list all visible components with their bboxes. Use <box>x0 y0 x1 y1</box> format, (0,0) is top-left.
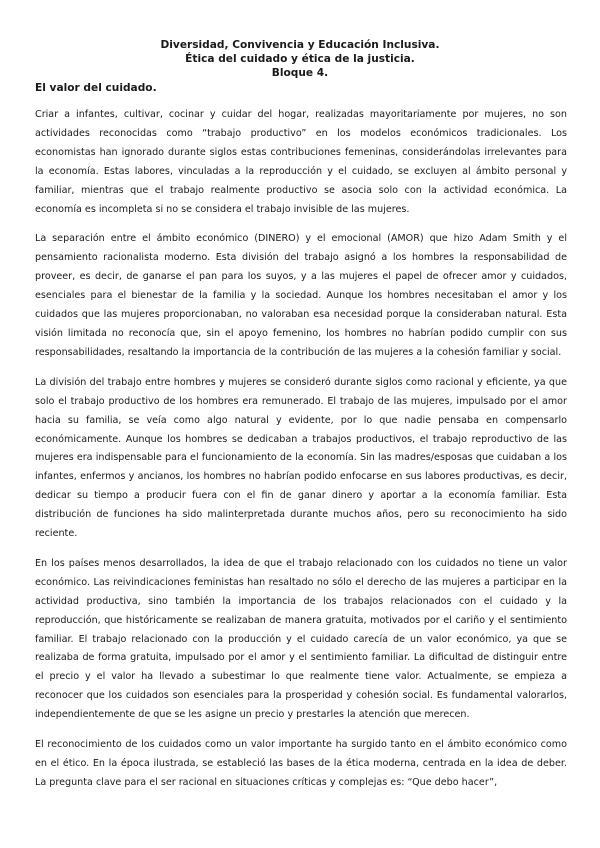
header-title: Diversidad, Convivencia y Educación Inclusiva. <box>160 39 440 51</box>
section-title: El valor del cuidado. <box>35 82 157 94</box>
paragraph: En los países menos desarrollados, la idea de que el trabajo relacionado con los cuidados no tiene un valor económico. Las reivindicaciones feministas han resaltado no sólo el derecho de las mujeres a participar en la actividad productiva, sino también la importancia de los trabajos relacionados con el cuidado y la reproducción, que históricamente se realizaban de manera gratuita, motivados por el cariño y el sentimiento familiar. El trabajo relacionado con la producción y el cuidado carecía de un valor económico, ya que se realizaba de forma gratuita, impulsado por el amor y el sentimiento familiar. La dificultad de distinguir entre el precio y el valor ha llevado a subestimar lo que realmente tiene valor. Actualmente, se empieza a reconocer que los cuidados son esenciales para la prosperidad y cohesión social. Es fundamental valorarlos, independientemente de que se les asigne un precio y prestarles la atención que merecen. <box>35 557 567 721</box>
paragraph: Criar a infantes, cultivar, cocinar y cuidar del hogar, realizadas mayoritariamente por mujeres, no son actividades reconocidas como “trabajo productivo” en los modelos económicos tradicionales. Los economistas han ignorado durante siglos estas contribuciones femeninas, considerándolas irrelevantes para la economía. Estas labores, vinculadas a la reproducción y el cuidado, se excluyen al ámbito personal y familiar, mientras que el trabajo realmente productivo se asocia solo con la actividad económica. La economía es incompleta si no se considera el trabajo invisible de las mujeres. <box>35 109 567 215</box>
paragraph: La división del trabajo entre hombres y mujeres se consideró durante siglos como racional y eficiente, ya que solo el trabajo productivo de los hombres era remunerado. El trabajo de las mujeres, impulsado por el amor hacia su familia, se veía como algo natural y evidente, por lo que nadie pensaba en compensarlo económicamente. Aunque los hombres se dedicaban a trabajos productivos, el trabajo reproductivo de las mujeres era indispensable para el funcionamiento de la economía. Sin las madres/esposas que cuidaban a los infantes, enfermos y ancianos, los hombres no habrían podido enfocarse en sus labores productivas, es decir, dedicar su tiempo a producir fuera con el fin de ganar dinero y aportar a la economía familiar. Esta distribución de funciones ha sido malinterpretada durante muchos años, pero su reconocimiento ha sido reciente. <box>35 376 567 540</box>
header-block-label: Bloque 4. <box>271 67 329 79</box>
header-subtitle: Ética del cuidado y ética de la justicia. <box>185 53 415 65</box>
document-header <box>0 38 600 80</box>
paragraph: El reconocimiento de los cuidados como un valor importante ha surgido tanto en el ámbito económico como en el ético. En la época ilustrada, se estableció las bases de la ética moderna, centrada en la idea de deber. La pregunta clave para el ser racional en situaciones críticas y complejas es: “Que debo hacer”, <box>35 739 567 788</box>
paragraph: La separación entre el ámbito económico (DINERO) y el emocional (AMOR) que hizo Adam Smith y el pensamiento racionalista moderno. Esta división del trabajo asignó a los hombres la responsabilidad de proveer, es decir, de ganarse el pan para los suyos, y a las mujeres el papel de ofrecer amor y cuidados, esenciales para el bienestar de la familia y la sociedad. Aunque los hombres necesitaban el amor y los cuidados que las mujeres proporcionaban, no valoraban esa necesidad porque la consideraban natural. Esta visión limitada no reconocía que, sin el apoyo femenino, los hombres no habrían podido cumplir con sus responsabilidades, resaltando la importancia de la contribución de las mujeres a la cohesión familiar y social. <box>35 233 567 358</box>
document-body <box>35 106 567 804</box>
